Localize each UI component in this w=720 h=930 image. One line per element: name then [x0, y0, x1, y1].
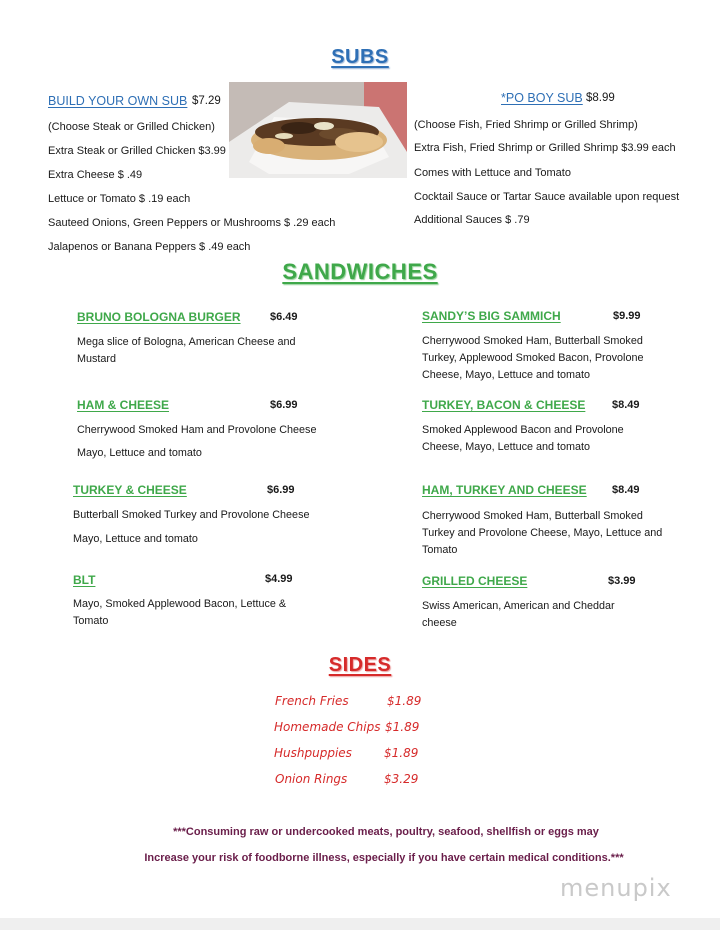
side-name: French Fries	[275, 694, 349, 708]
side-price: $1.89	[384, 746, 419, 760]
sandwich-description-line: Cherrywood Smoked Ham, Butterball Smoked	[422, 335, 643, 347]
sandwich-name: TURKEY & CHEESE	[73, 483, 187, 497]
build-your-own-sub-title: BUILD YOUR OWN SUB	[48, 94, 188, 108]
sandwich-price: $6.49	[270, 311, 298, 323]
sandwich-description	[422, 598, 662, 632]
sandwich-price: $6.99	[270, 399, 298, 411]
build-your-own-sub-price: $7.29	[192, 95, 221, 107]
sandwich-description-line: Turkey and Provolone Cheese, Mayo, Lettuce and	[422, 527, 663, 539]
sandwich-name: SANDY’S BIG SAMMICH	[422, 309, 561, 323]
food-safety-notice-line-2: Increase your risk of foodborne illness, especially if you have certain medical conditions.***	[144, 852, 624, 864]
side-price: $1.89	[385, 720, 420, 734]
side-price: $3.29	[384, 772, 419, 786]
sandwich-description-line: Tomato	[73, 615, 109, 627]
sandwich-name: GRILLED CHEESE	[422, 574, 528, 588]
po-boy-line: Cocktail Sauce or Tartar Sauce available upon request	[414, 191, 680, 203]
sandwich-price: $6.99	[267, 484, 295, 496]
po-boy-line: Comes with Lettuce and Tomato	[414, 167, 571, 179]
sandwich-description	[422, 333, 682, 384]
po-boy-sub-price: $8.99	[586, 92, 615, 104]
sandwich-name: BRUNO BOLOGNA BURGER	[77, 310, 241, 324]
sandwich-description-line: Mustard	[77, 353, 117, 365]
sandwich-description	[73, 596, 303, 630]
sides-heading: SIDES	[328, 654, 392, 676]
po-boy-line: (Choose Fish, Fried Shrimp or Grilled Shrimp)	[414, 119, 638, 131]
sandwich-price: $3.99	[608, 575, 636, 587]
sandwich-description-line: Turkey, Applewood Smoked Bacon, Provolone	[422, 352, 644, 364]
sandwich-name: TURKEY, BACON & CHEESE	[422, 398, 586, 412]
sandwich-description-line: Mayo, Lettuce and tomato	[73, 533, 198, 545]
po-boy-sub-title: *PO BOY SUB	[501, 91, 583, 105]
side-name: Homemade Chips	[274, 720, 381, 734]
subs-heading: SUBS	[331, 46, 389, 68]
sandwich-price: $8.49	[612, 399, 640, 411]
build-your-own-line: (Choose Steak or Grilled Chicken)	[48, 121, 215, 133]
sandwich-description	[422, 508, 692, 559]
build-your-own-line: Extra Cheese $ .49	[48, 169, 143, 181]
sandwich-description-line: Cherrywood Smoked Ham and Provolone Cheese	[77, 424, 317, 436]
sandwich-description-line: Cheese, Mayo, Lettuce and tomato	[422, 369, 591, 381]
sub-sandwich-photo	[229, 82, 407, 178]
side-name: Hushpuppies	[274, 746, 352, 760]
build-your-own-line: Extra Steak or Grilled Chicken $3.99	[48, 145, 226, 157]
sandwich-description-line: Cheese, Mayo, Lettuce and tomato	[422, 441, 591, 453]
build-your-own-line: Lettuce or Tomato $ .19 each	[48, 193, 191, 205]
po-boy-line: Additional Sauces $ .79	[414, 214, 530, 226]
po-boy-line: Extra Fish, Fried Shrimp or Grilled Shrimp $3.99 each	[414, 142, 676, 154]
sandwich-description-line: cheese	[422, 617, 457, 629]
sandwich-description-line: Tomato	[422, 544, 458, 556]
build-your-own-line: Jalapenos or Banana Peppers $ .49 each	[48, 241, 251, 253]
sandwiches-heading: SANDWICHES	[282, 259, 438, 284]
sandwich-description-line: Mayo, Smoked Applewood Bacon, Lettuce &	[73, 598, 287, 610]
sandwich-description	[77, 334, 317, 368]
side-price: $1.89	[387, 694, 422, 708]
sandwich-description-line: Mega slice of Bologna, American Cheese and	[77, 336, 296, 348]
sandwich-name: BLT	[73, 573, 96, 587]
sandwich-name: HAM, TURKEY AND CHEESE	[422, 483, 587, 497]
side-name: Onion Rings	[275, 772, 348, 786]
sandwich-description-line: Cherrywood Smoked Ham, Butterball Smoked	[422, 510, 643, 522]
sandwich-name: HAM & CHEESE	[77, 398, 170, 412]
sandwich-price: $4.99	[265, 573, 293, 585]
food-safety-notice-line-1: ***Consuming raw or undercooked meats, poultry, seafood, shellfish or eggs may	[173, 826, 599, 838]
build-your-own-line: Sauteed Onions, Green Peppers or Mushrooms $ .29 each	[48, 217, 336, 229]
sandwich-description-line: Swiss American, American and Cheddar	[422, 600, 615, 612]
sandwich-price: $9.99	[613, 310, 641, 322]
sandwich-description-line: Mayo, Lettuce and tomato	[77, 447, 202, 459]
menupix-watermark: menupix	[560, 874, 672, 902]
sandwich-description-line: Smoked Applewood Bacon and Provolone	[422, 424, 624, 436]
sandwich-description	[422, 422, 672, 456]
sandwich-price: $8.49	[612, 484, 640, 496]
sandwich-description-line: Butterball Smoked Turkey and Provolone Cheese	[73, 509, 310, 521]
